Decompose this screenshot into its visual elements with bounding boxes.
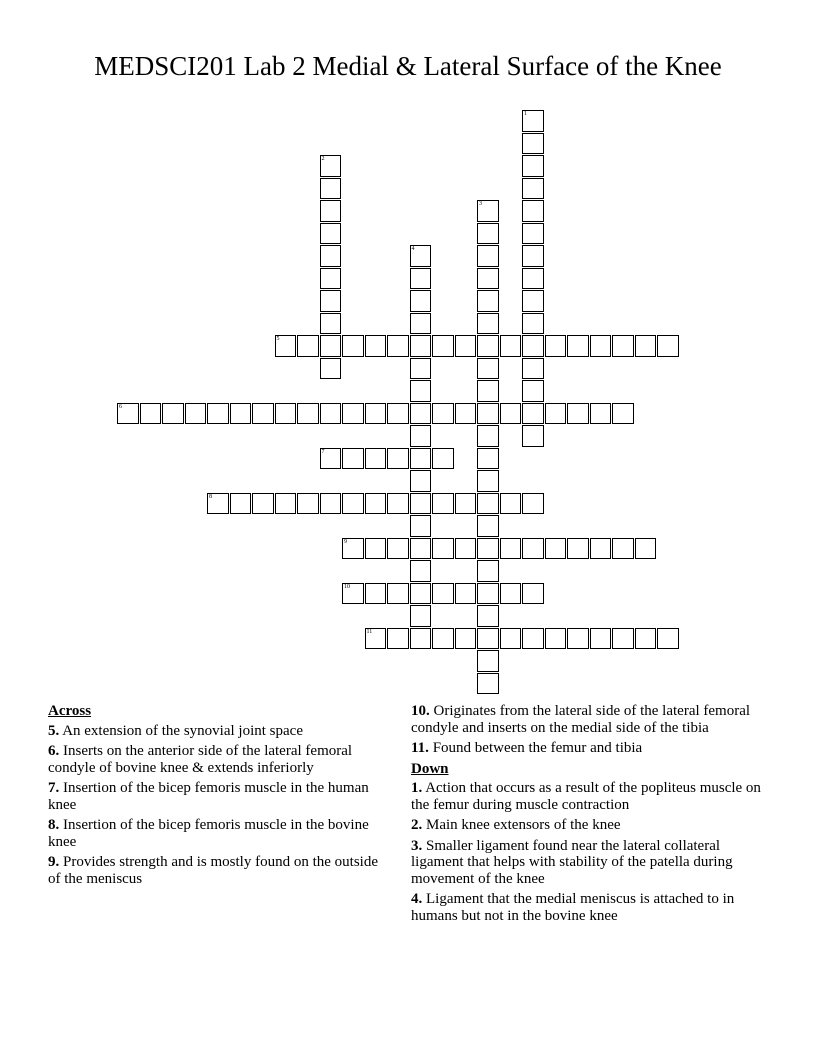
crossword-cell[interactable] <box>522 425 544 447</box>
crossword-cell[interactable] <box>297 493 319 515</box>
crossword-cell[interactable] <box>387 403 409 425</box>
crossword-cell[interactable] <box>522 110 544 132</box>
crossword-cell[interactable] <box>320 178 342 200</box>
crossword-cell[interactable] <box>297 403 319 425</box>
crossword-cell[interactable] <box>567 628 589 650</box>
crossword-cell[interactable] <box>275 335 297 357</box>
crossword-cell[interactable] <box>140 403 162 425</box>
crossword-cell[interactable] <box>230 403 252 425</box>
crossword-cell[interactable] <box>455 403 477 425</box>
crossword-cell[interactable] <box>477 583 499 605</box>
crossword-cell[interactable] <box>410 358 432 380</box>
crossword-cell[interactable] <box>477 335 499 357</box>
crossword-cell[interactable] <box>320 290 342 312</box>
crossword-cell[interactable] <box>612 628 634 650</box>
clue-number: 6 <box>119 403 122 410</box>
crossword-cell[interactable] <box>522 403 544 425</box>
crossword-cell[interactable] <box>545 403 567 425</box>
crossword-cell[interactable] <box>545 335 567 357</box>
crossword-cell[interactable] <box>477 650 499 672</box>
crossword-cell[interactable] <box>410 448 432 470</box>
clue-across-6: 6. Inserts on the anterior side of the lateral femoral condyle of bovine knee & extends inferiorly <box>48 743 353 776</box>
crossword-cell[interactable] <box>567 335 589 357</box>
crossword-cell[interactable] <box>567 538 589 560</box>
crossword-cell[interactable] <box>522 380 544 402</box>
crossword-cell[interactable] <box>522 155 544 177</box>
crossword-cell[interactable] <box>522 223 544 245</box>
crossword-cell[interactable] <box>342 448 364 470</box>
clue-number: 10 <box>344 583 350 590</box>
crossword-cell[interactable] <box>545 628 567 650</box>
crossword-cell[interactable] <box>522 335 544 357</box>
clue-across-5: 5. An extension of the synovial joint space <box>48 722 303 739</box>
clue-number: 8 <box>209 493 212 500</box>
page-title: MEDSCI201 Lab 2 Medial & Lateral Surface of the Knee <box>94 51 722 81</box>
crossword-cell[interactable] <box>410 515 432 537</box>
crossword-cell[interactable] <box>522 178 544 200</box>
crossword-cell[interactable] <box>477 470 499 492</box>
crossword-cell[interactable] <box>500 583 522 605</box>
crossword-cell[interactable] <box>207 493 229 515</box>
crossword-cell[interactable] <box>590 403 612 425</box>
crossword-cell[interactable] <box>590 335 612 357</box>
crossword-cell[interactable] <box>342 538 364 560</box>
crossword-cell[interactable] <box>522 358 544 380</box>
clue-across-7: 7. Insertion of the bicep femoris muscle in the human knee <box>48 780 369 813</box>
crossword-cell[interactable] <box>522 245 544 267</box>
crossword-cell[interactable] <box>612 403 634 425</box>
crossword-cell[interactable] <box>432 335 454 357</box>
clue-number: 5 <box>276 336 280 342</box>
crossword-cell[interactable] <box>387 493 409 515</box>
crossword-cell[interactable] <box>275 403 297 425</box>
crossword-cell[interactable] <box>432 628 454 650</box>
crossword-cell[interactable] <box>365 628 387 650</box>
clue-number: 4 <box>411 246 415 252</box>
crossword-cell[interactable] <box>365 335 387 357</box>
crossword-cell[interactable] <box>365 538 387 560</box>
crossword-cell[interactable] <box>410 245 432 267</box>
crossword-cell[interactable] <box>635 538 657 560</box>
crossword-cell[interactable] <box>207 403 229 425</box>
crossword-cell[interactable] <box>297 335 319 357</box>
crossword-cell[interactable] <box>432 583 454 605</box>
crossword-cell[interactable] <box>252 403 274 425</box>
crossword-cell[interactable] <box>410 470 432 492</box>
crossword-cell[interactable] <box>320 268 342 290</box>
crossword-cell[interactable] <box>477 448 499 470</box>
crossword-cell[interactable] <box>320 493 342 515</box>
clue-number: 11 <box>366 628 373 635</box>
crossword-cell[interactable] <box>612 538 634 560</box>
clue-down-3: 3. Smaller ligament found near the lateral collateral ligament that helps with stability of the patella during movement of the knee <box>411 837 733 887</box>
crossword-cell[interactable] <box>477 605 499 627</box>
crossword-cell[interactable] <box>410 425 432 447</box>
crossword-cell[interactable] <box>432 403 454 425</box>
clue-number: 1 <box>524 111 527 117</box>
crossword-cell[interactable] <box>320 448 342 470</box>
crossword-cell[interactable] <box>477 313 499 335</box>
clue-down-2: 2. Main knee extensors of the knee <box>411 817 621 833</box>
crossword-cell[interactable] <box>477 628 499 650</box>
clue-number: 9 <box>344 538 347 545</box>
crossword-cell[interactable] <box>162 403 184 425</box>
crossword-cell[interactable] <box>657 628 679 650</box>
crossword-cell[interactable] <box>455 335 477 357</box>
crossword-cell[interactable] <box>477 290 499 312</box>
crossword-cell[interactable] <box>635 335 657 357</box>
crossword-cell[interactable] <box>410 583 432 605</box>
crossword-cell[interactable] <box>522 133 544 155</box>
crossword-cell[interactable] <box>117 403 139 425</box>
crossword-cell[interactable] <box>410 493 432 515</box>
crossword-cell[interactable] <box>410 380 432 402</box>
crossword-cell[interactable] <box>410 538 432 560</box>
clue-across-10: 10. Originates from the lateral side of the lateral femoral condyle and inserts on the medial side of the tibia <box>411 703 751 736</box>
crossword-cell[interactable] <box>387 583 409 605</box>
clues-right-column <box>411 703 771 928</box>
crossword-cell[interactable] <box>320 358 342 380</box>
crossword-cell[interactable] <box>365 493 387 515</box>
crossword-cell[interactable] <box>477 538 499 560</box>
crossword-cell[interactable] <box>410 560 432 582</box>
crossword-cell[interactable] <box>342 493 364 515</box>
clue-down-4: 4. Ligament that the medial meniscus is attached to in humans but not in the bovine knee <box>411 891 735 924</box>
crossword-cell[interactable] <box>522 538 544 560</box>
crossword-cell[interactable] <box>410 605 432 627</box>
crossword-cell[interactable] <box>342 583 364 605</box>
crossword-cell[interactable] <box>477 268 499 290</box>
crossword-cell[interactable] <box>522 313 544 335</box>
crossword-cell[interactable] <box>387 628 409 650</box>
crossword-cell[interactable] <box>477 515 499 537</box>
crossword-cell[interactable] <box>522 583 544 605</box>
crossword-cell[interactable] <box>410 335 432 357</box>
crossword-cell[interactable] <box>320 335 342 357</box>
clue-across-8: 8. Insertion of the bicep femoris muscle in the bovine knee <box>48 817 369 850</box>
crossword-cell[interactable] <box>320 403 342 425</box>
crossword-cell[interactable] <box>477 673 499 695</box>
clue-number: 2 <box>321 156 325 162</box>
crossword-cell[interactable] <box>500 403 522 425</box>
crossword-cell[interactable] <box>252 493 274 515</box>
crossword-cell[interactable] <box>477 380 499 402</box>
crossword-cell[interactable] <box>387 448 409 470</box>
crossword-cell[interactable] <box>522 290 544 312</box>
crossword-cell[interactable] <box>320 223 342 245</box>
crossword-cell[interactable] <box>612 335 634 357</box>
crossword-cell[interactable] <box>320 155 342 177</box>
crossword-cell[interactable] <box>410 313 432 335</box>
crossword-cell[interactable] <box>477 245 499 267</box>
crossword-cell[interactable] <box>500 335 522 357</box>
crossword-cell[interactable] <box>500 628 522 650</box>
crossword-cell[interactable] <box>275 493 297 515</box>
crossword-cell[interactable] <box>635 628 657 650</box>
crossword-cell[interactable] <box>567 403 589 425</box>
crossword-cell[interactable] <box>365 448 387 470</box>
crossword-cell[interactable] <box>410 290 432 312</box>
crossword-cell[interactable] <box>477 223 499 245</box>
down-heading: Down <box>411 760 449 777</box>
crossword-cell[interactable] <box>342 403 364 425</box>
crossword-cell[interactable] <box>522 493 544 515</box>
crossword-cell[interactable] <box>432 448 454 470</box>
crossword-cell[interactable] <box>477 358 499 380</box>
across-heading: Across <box>48 703 92 719</box>
clue-number: 3 <box>479 201 482 207</box>
clue-down-1: 1. Action that occurs as a result of the popliteus muscle on the femur during muscle contraction <box>411 780 761 813</box>
crossword-cell[interactable] <box>365 583 387 605</box>
crossword-cell[interactable] <box>477 560 499 582</box>
crossword-cell[interactable] <box>230 493 252 515</box>
crossword-cell[interactable] <box>387 335 409 357</box>
crossword-cell[interactable] <box>320 200 342 222</box>
clues-left-column <box>48 703 388 891</box>
crossword-cell[interactable] <box>477 493 499 515</box>
crossword-cell[interactable] <box>500 538 522 560</box>
crossword-cell[interactable] <box>455 538 477 560</box>
crossword-cell[interactable] <box>185 403 207 425</box>
crossword-cell[interactable] <box>522 628 544 650</box>
crossword-cell[interactable] <box>477 403 499 425</box>
crossword-cell[interactable] <box>342 335 364 357</box>
crossword-cell[interactable] <box>455 583 477 605</box>
crossword-cell[interactable] <box>477 425 499 447</box>
crossword-cell[interactable] <box>477 200 499 222</box>
crossword-cell[interactable] <box>522 268 544 290</box>
clue-across-11: 11. Found between the femur and tibia <box>411 740 643 756</box>
crossword-cell[interactable] <box>410 628 432 650</box>
crossword-cell[interactable] <box>545 538 567 560</box>
crossword-cell[interactable] <box>320 245 342 267</box>
crossword-cell[interactable] <box>387 538 409 560</box>
crossword-cell[interactable] <box>455 628 477 650</box>
clue-number: 7 <box>321 448 325 455</box>
crossword-cell[interactable] <box>657 335 679 357</box>
crossword-cell[interactable] <box>410 268 432 290</box>
clue-across-9: 9. Provides strength and is mostly found on the outside of the meniscus <box>48 854 378 887</box>
crossword-cell[interactable] <box>410 403 432 425</box>
crossword-cell[interactable] <box>455 493 477 515</box>
crossword-cell[interactable] <box>522 200 544 222</box>
crossword-cell[interactable] <box>365 403 387 425</box>
crossword-cell[interactable] <box>320 313 342 335</box>
crossword-cell[interactable] <box>432 493 454 515</box>
crossword-cell[interactable] <box>590 628 612 650</box>
crossword-cell[interactable] <box>590 538 612 560</box>
crossword-cell[interactable] <box>500 493 522 515</box>
crossword-cell[interactable] <box>432 538 454 560</box>
